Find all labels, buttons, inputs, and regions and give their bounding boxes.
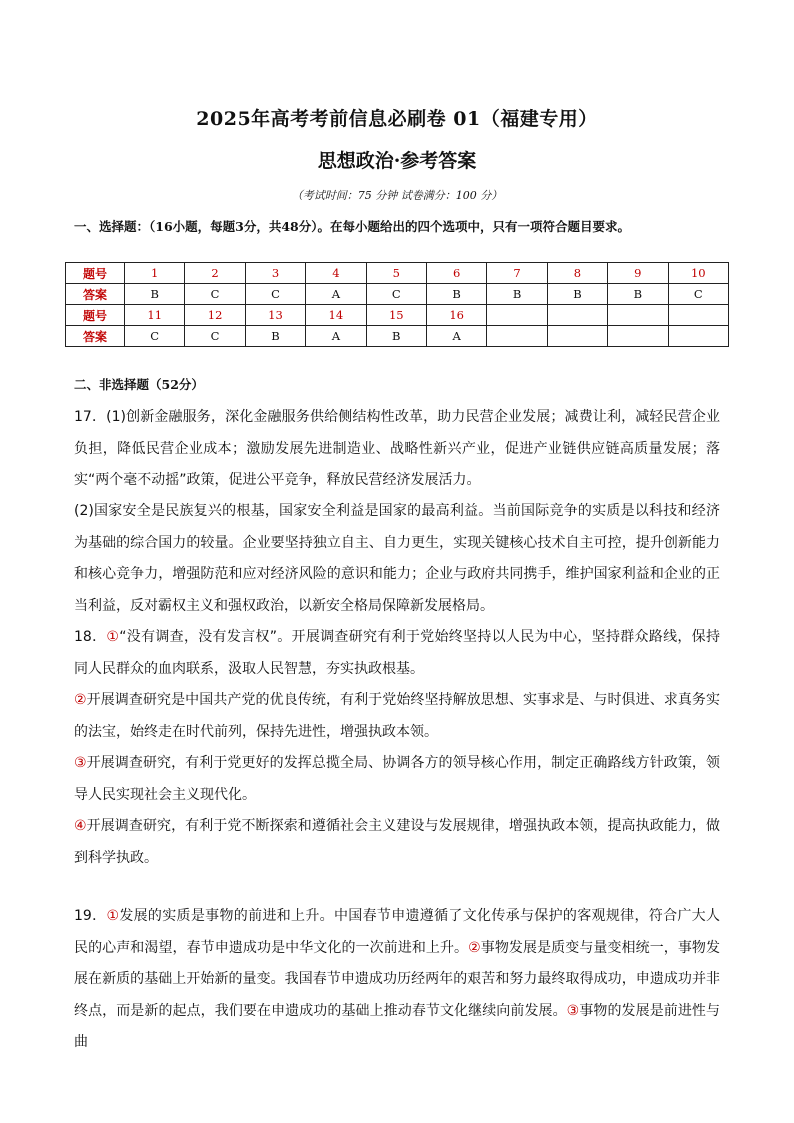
answer-cell: B — [608, 284, 668, 305]
point-marker: ② — [468, 939, 481, 956]
answer-cell: C — [668, 284, 728, 305]
answer-cell: C — [366, 284, 426, 305]
table-row — [66, 263, 729, 284]
question-prefix: 19． — [74, 908, 107, 924]
question-number: 14 — [306, 305, 366, 326]
question-number — [547, 305, 607, 326]
answer-table — [65, 262, 729, 347]
question-number: 16 — [426, 305, 486, 326]
answer-cell: B — [366, 326, 426, 347]
paragraph: 17．(1)创新金融服务，深化金融服务供给侧结构性改革，助力民营企业发展；减费让利，减轻民营企业负担，降低民营企业成本；激励发展先进制造业、战略性新兴产业，促进产业链供应链高质量发展；落实“两个毫不动摇”政策，促进公平竞争，释放民营经济发展活力。 — [74, 409, 720, 488]
answer-17-part-2 — [74, 496, 720, 622]
question-number: 15 — [366, 305, 426, 326]
question-number: 2 — [185, 263, 245, 284]
answer-cell: C — [125, 326, 185, 347]
paragraph-text: 事物发展是质变与量变相统一，事物发展在新质的基础上开始新的量变。我国春节申遗成功历经两年的艰苦和努力最终取得成功，申遗成功并非终点，而是新的起点，我们要在申遗成功的基础上推动春节文化继续向前发展。 — [74, 939, 721, 1019]
section-heading-choice: 一、选择题：（16小题，每题3分，共48分）。在每小题给出的四个选项中，只有一项符合题目要求。 — [74, 219, 630, 234]
section-heading-nonchoice: 二、非选择题（52分） — [74, 377, 204, 392]
point-marker: ③ — [74, 755, 87, 771]
question-prefix: 18． — [74, 629, 107, 645]
exam-info: （考试时间：75 分钟 试卷满分：100 分） — [291, 189, 503, 202]
table-head-answer: 答案 — [66, 284, 125, 305]
answer-cell: A — [306, 326, 366, 347]
paragraph — [74, 901, 720, 1059]
point-marker: ③ — [566, 1002, 580, 1019]
answer-cell: A — [306, 284, 366, 305]
table-row — [66, 305, 729, 326]
answer-cell: C — [185, 284, 245, 305]
answer-cell: C — [245, 284, 305, 305]
paragraph-text: 发展的实质是事物的前进和上升。中国春节申遗遵循了文化传承与保护的客观规律，符合广大人民的心声和渴望，春节申遗成功是中华文化的一次前进和上升。 — [74, 908, 720, 956]
answer-cell — [547, 326, 607, 347]
paragraph — [74, 811, 720, 874]
point-marker: ① — [106, 908, 120, 924]
answer-18-point-1 — [74, 622, 720, 685]
answer-17-part-1 — [74, 402, 720, 497]
paragraph — [74, 685, 720, 748]
question-number — [608, 305, 668, 326]
question-number: 11 — [125, 305, 185, 326]
answer-cell: B — [547, 284, 607, 305]
question-number — [487, 305, 547, 326]
paragraph — [74, 748, 720, 811]
point-marker: ④ — [74, 818, 87, 834]
question-number: 6 — [426, 263, 486, 284]
document-subtitle: 思想政治·参考答案 — [317, 150, 477, 172]
paragraph-text: 开展调查研究，有利于党更好的发挥总揽全局、协调各方的领导核心作用，制定正确路线方针政策，领导人民实现社会主义现代化。 — [74, 755, 720, 803]
answer-19 — [74, 901, 720, 1059]
question-number: 4 — [306, 263, 366, 284]
answer-cell — [668, 326, 728, 347]
answer-cell — [608, 326, 668, 347]
paragraph — [74, 622, 720, 685]
answer-cell — [487, 326, 547, 347]
document-title: 2025年高考考前信息必刷卷 01（福建专用） — [196, 108, 598, 130]
question-number: 1 — [125, 263, 185, 284]
table-head-number: 题号 — [66, 305, 125, 326]
answer-18-point-2 — [74, 685, 720, 748]
answer-18-point-3 — [74, 748, 720, 811]
table-row — [66, 326, 729, 347]
question-number: 7 — [487, 263, 547, 284]
answer-cell: B — [125, 284, 185, 305]
answer-cell: B — [245, 326, 305, 347]
point-marker: ② — [74, 692, 87, 708]
paragraph-text: 开展调查研究是中国共产党的优良传统，有利于党始终坚持解放思想、实事求是、与时俱进、求真务实的法宝，始终走在时代前列，保持先进性，增强执政本领。 — [74, 692, 720, 740]
question-number: 5 — [366, 263, 426, 284]
paragraph-text: 开展调查研究，有利于党不断探索和遵循社会主义建设与发展规律，增强执政本领，提高执政能力，做到科学执政。 — [74, 818, 720, 866]
question-number: 9 — [608, 263, 668, 284]
table-head-number: 题号 — [66, 263, 125, 284]
question-number: 13 — [245, 305, 305, 326]
answer-cell: C — [185, 326, 245, 347]
table-row — [66, 284, 729, 305]
question-number: 12 — [185, 305, 245, 326]
question-number: 3 — [245, 263, 305, 284]
question-number: 10 — [668, 263, 728, 284]
answer-cell: B — [487, 284, 547, 305]
paragraph-text: 事物的发展是前进性与曲 — [74, 1002, 720, 1050]
question-number: 8 — [547, 263, 607, 284]
answer-cell: A — [426, 326, 486, 347]
question-number — [668, 305, 728, 326]
paragraph-text: “没有调查，没有发言权”。开展调查研究有利于党始终坚持以人民为中心，坚持群众路线，保持同人民群众的血肉联系，汲取人民智慧，夯实执政根基。 — [74, 629, 720, 677]
table-head-answer: 答案 — [66, 326, 125, 347]
paragraph: (2)国家安全是民族复兴的根基，国家安全利益是国家的最高利益。当前国际竞争的实质是以科技和经济为基础的综合国力的较量。企业要坚持独立自主、自力更生，实现关键核心技术自主可控，提升创新能力和核心竞争力，增强防范和应对经济风险的意识和能力；企业与政府共同携手，维护国家利益和企业的正当利益，反对霸权主义和强权政治，以新安全格局保障新发展格局。 — [74, 503, 720, 614]
answer-cell: B — [426, 284, 486, 305]
answer-18-point-4 — [74, 811, 720, 874]
point-marker: ① — [106, 629, 120, 645]
